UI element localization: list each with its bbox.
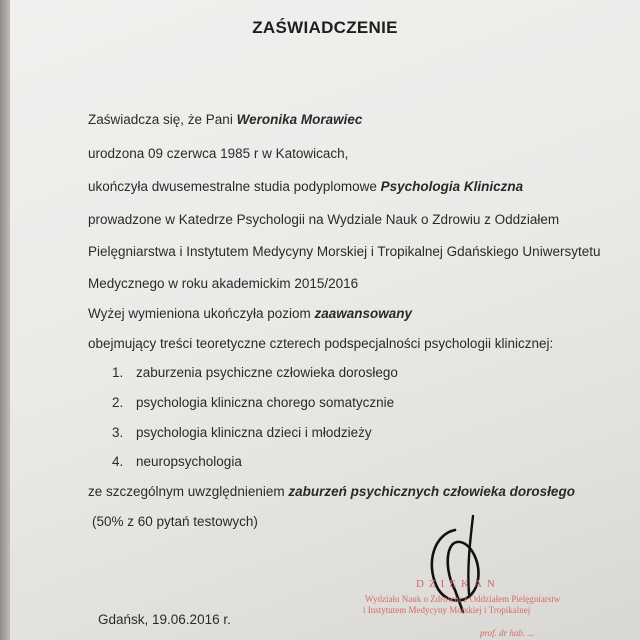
stamp-line: Wydziału Nauk o Zdrowiu z Oddziałem Pielęgniarstw bbox=[365, 594, 561, 604]
list-item bbox=[112, 454, 242, 469]
level-value: zaawansowany bbox=[314, 306, 413, 321]
document-title: ZAŚWIADCZENIE bbox=[252, 18, 398, 37]
line-birth: urodzona 09 czerwca 1985 r w Katowicach, bbox=[88, 146, 349, 161]
certificate-page bbox=[10, 0, 640, 640]
line-certifies bbox=[88, 112, 362, 127]
stamp-signature: prof. dr hab. ... bbox=[480, 628, 535, 638]
focus-text: ze szczególnym uwzględnieniem bbox=[88, 484, 289, 499]
list-number: 3. bbox=[112, 425, 124, 440]
list-text: neuropsychologia bbox=[136, 454, 242, 469]
list-text: psychologia kliniczna dzieci i młodzieży bbox=[136, 425, 372, 440]
line-department: prowadzone w Katedrze Psychologii na Wydziale Nauk o Zdrowiu z Oddziałem bbox=[88, 212, 560, 227]
list-item bbox=[112, 425, 372, 440]
list-number: 2. bbox=[112, 395, 124, 410]
line-institute: Pielęgniarstwa i Instytutem Medycyny Morskiej i Tropikalnej Gdańskiego Uniwersytetu bbox=[88, 244, 601, 259]
list-number: 1. bbox=[112, 365, 124, 380]
list-text: psychologia kliniczna chorego somatycznie bbox=[136, 395, 395, 410]
course-name: Psychologia Kliniczna bbox=[380, 179, 524, 194]
line-level bbox=[88, 306, 412, 321]
list-item bbox=[112, 395, 394, 410]
list-number: 4. bbox=[112, 454, 124, 469]
line-studies bbox=[88, 179, 523, 194]
list-item bbox=[112, 365, 398, 380]
list-text: zaburzenia psychiczne człowieka dorosłego bbox=[136, 365, 398, 380]
stamp-line: i Instytutem Medycyny Morskiej i Tropikalnej bbox=[363, 605, 531, 615]
date-place: Gdańsk, 19.06.2016 r. bbox=[98, 612, 231, 627]
line-year: Medycznego w roku akademickim 2015/2016 bbox=[88, 276, 359, 291]
stamp-title: DZIEKAN bbox=[416, 578, 500, 590]
line-score: (50% z 60 pytań testowych) bbox=[92, 514, 258, 529]
focus-value: zaburzeń psychicznych człowieka dorosłego bbox=[288, 484, 575, 499]
level-text: Wyżej wymieniona ukończyła poziom bbox=[88, 306, 315, 321]
line-focus bbox=[88, 484, 575, 499]
person-name: Weronika Morawiec bbox=[236, 112, 363, 127]
line-scope: obejmujący treści teoretyczne czterech podspecjalności psychologii klinicznej: bbox=[88, 336, 554, 351]
certifies-text: Zaświadcza się, że Pani bbox=[88, 112, 237, 127]
studies-text: ukończyła dwusemestralne studia podyplomowe bbox=[88, 179, 381, 194]
